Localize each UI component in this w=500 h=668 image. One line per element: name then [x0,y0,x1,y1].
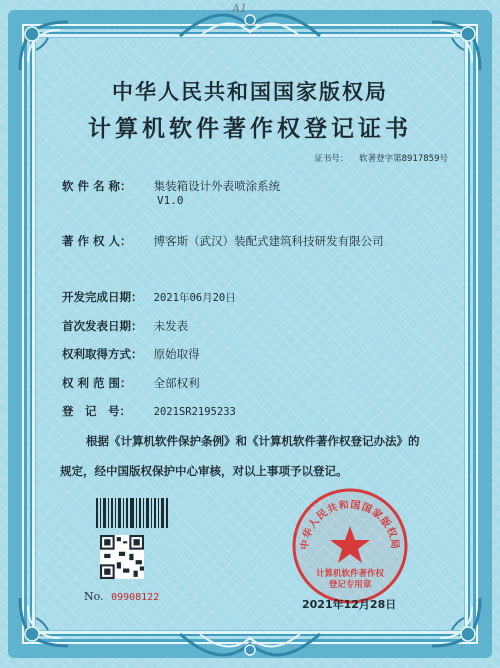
field-label: 开发完成日期： [62,290,143,304]
field-first-publish-date [62,318,188,334]
field-completion-date [62,289,236,305]
field-label: 首次发表日期： [62,319,143,333]
field-value: 原始取得 [153,347,200,361]
issuer-title: 中华人民共和国国家版权局 [112,80,388,104]
seal-line-2: 登记专用章 [328,580,372,590]
serial-value: 09908122 [111,592,160,603]
corner-ornament-bottom-right-icon [426,592,486,652]
field-value: 2021SR2195233 [153,406,236,418]
field-label: 权 利 范 围： [62,376,132,390]
field-value: 2021年06月20日 [153,292,236,304]
corner-ornament-bottom-left-icon [14,592,74,652]
field-software-name [62,178,280,194]
seal-line-1: 计算机软件著作权 [315,569,385,579]
field-acquisition-method [62,346,200,362]
field-label: 登 记 号： [62,404,131,418]
field-label: 软 件 名 称： [62,179,132,193]
seal-ring-text: 中华人民共和国国家版权局 [299,499,401,551]
certificate-number-value: 软著登字第8917859号 [359,154,448,164]
bottom-center-ornament-icon [170,624,330,664]
certificate-number [314,152,448,164]
field-copyright-owner [62,233,384,249]
field-value: 集装箱设计外表喷涂系统 [153,179,281,193]
legal-paragraph-line-2: 规定，经中国版权保护中心审核，对以上事项予以登记。 [60,464,348,478]
field-registration-number [62,403,236,419]
software-version: V1.0 [157,194,184,207]
field-value: 博客斯（武汉）装配式建筑科技研发有限公司 [153,234,384,248]
qr-code-icon [100,535,144,579]
field-label: 著 作 权 人： [62,234,132,248]
issue-date: 2021年12月28日 [302,598,397,611]
field-value: 未发表 [153,319,189,333]
legal-paragraph-line-1: 根据《计算机软件保护条例》和《计算机软件著作权登记办法》的 [86,434,420,448]
certificate-number-label: 证书号： [314,154,349,164]
serial-number [84,590,159,603]
certificate-title: 计算机软件著作权登记证书 [88,116,412,142]
handwritten-mark: A1 [232,2,247,15]
field-rights-scope [62,375,200,391]
field-value: 全部权利 [153,376,200,390]
top-center-ornament-icon [170,6,330,46]
corner-ornament-top-right-icon [426,16,486,76]
official-seal-icon [290,486,410,606]
serial-label: No. [84,590,104,603]
corner-ornament-top-left-icon [14,16,74,76]
barcode-icon [96,498,168,528]
field-label: 权利取得方式： [62,347,143,361]
